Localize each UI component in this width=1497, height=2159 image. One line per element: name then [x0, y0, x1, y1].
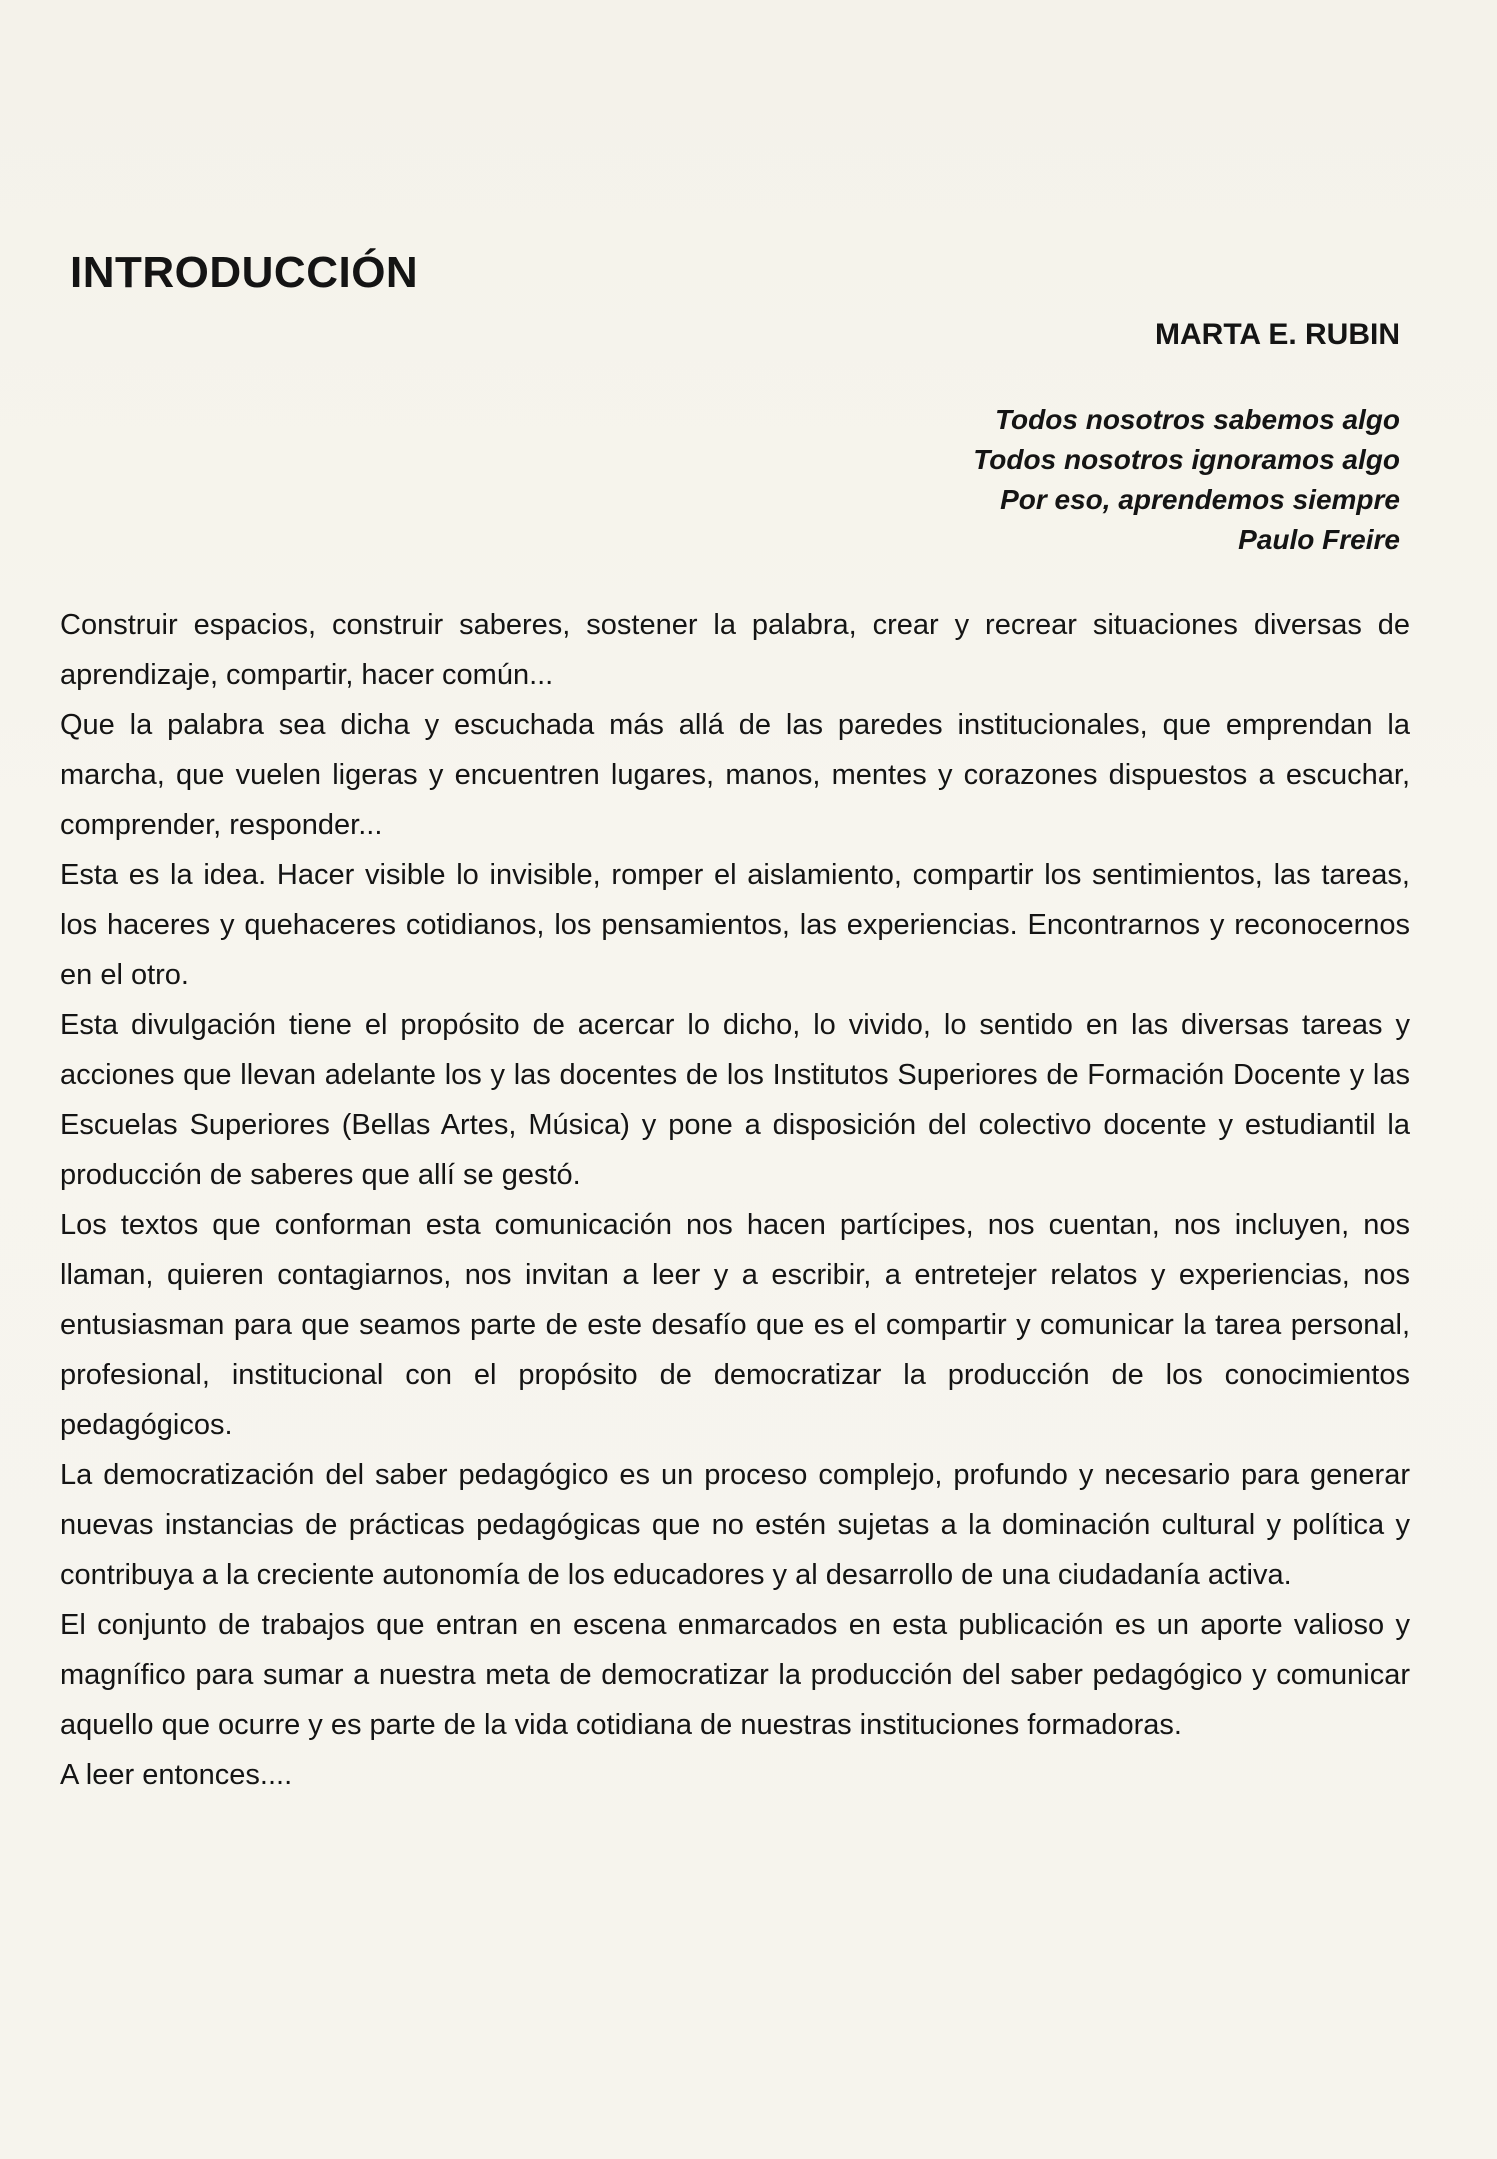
paragraph: Que la palabra sea dicha y escuchada más allá de las paredes institucionales, que emprendan la marcha, que vuelen ligeras y encuentren lugares, manos, mentes y corazones dispuestos a escuchar, comprender, responder...: [60, 709, 1410, 841]
paragraph: Esta es la idea. Hacer visible lo invisible, romper el aislamiento, compartir los sentimientos, las tareas, los haceres y quehaceres cotidianos, los pensamientos, las experiencias. Encontrarnos y reconocernos en el otro.: [60, 859, 1410, 991]
epigraph-line: Todos nosotros ignoramos algo: [973, 444, 1400, 475]
page-title: INTRODUCCIÓN: [70, 248, 419, 297]
epigraph-line: Todos nosotros sabemos algo: [994, 404, 1400, 435]
epigraph: [973, 400, 1400, 560]
paragraph: El conjunto de trabajos que entran en escena enmarcados en esta publicación es un aporte valioso y magnífico para sumar a nuestra meta de democratizar la producción del saber pedagógico y comunicar aquello que ocurre y es parte de la vida cotidiana de nuestras instituciones formadoras.: [60, 1609, 1410, 1741]
epigraph-line: Por eso, aprendemos siempre: [1000, 484, 1400, 515]
paragraph: Construir espacios, construir saberes, sostener la palabra, crear y recrear situaciones diversas de aprendizaje, compartir, hacer común...: [60, 609, 1410, 691]
body-text: [60, 600, 1410, 1800]
closing-line: A leer entonces....: [60, 1759, 293, 1791]
epigraph-attribution: Paulo Freire: [1238, 524, 1400, 555]
paragraph: Esta divulgación tiene el propósito de acercar lo dicho, lo vivido, lo sentido en las diversas tareas y acciones que llevan adelante los y las docentes de los Institutos Superiores de Formación Docente y las Escuelas Superiores (Bellas Artes, Música) y pone a disposición del colectivo docente y estudiantil la producción de saberes que allí se gestó.: [60, 1009, 1410, 1191]
author-name: MARTA E. RUBIN: [1155, 318, 1400, 351]
paragraph: La democratización del saber pedagógico es un proceso complejo, profundo y necesario para generar nuevas instancias de prácticas pedagógicas que no estén sujetas a la dominación cultural y política y contribuya a la creciente autonomía de los educadores y al desarrollo de una ciudadanía activa.: [60, 1459, 1410, 1591]
paragraph: Los textos que conforman esta comunicación nos hacen partícipes, nos cuentan, nos incluyen, nos llaman, quieren contagiarnos, nos invitan a leer y a escribir, a entretejer relatos y experiencias, nos entusiasman para que seamos parte de este desafío que es el compartir y comunicar la tarea personal, profesional, institucional con el propósito de democratizar la producción de los conocimientos pedagógicos.: [60, 1209, 1410, 1441]
